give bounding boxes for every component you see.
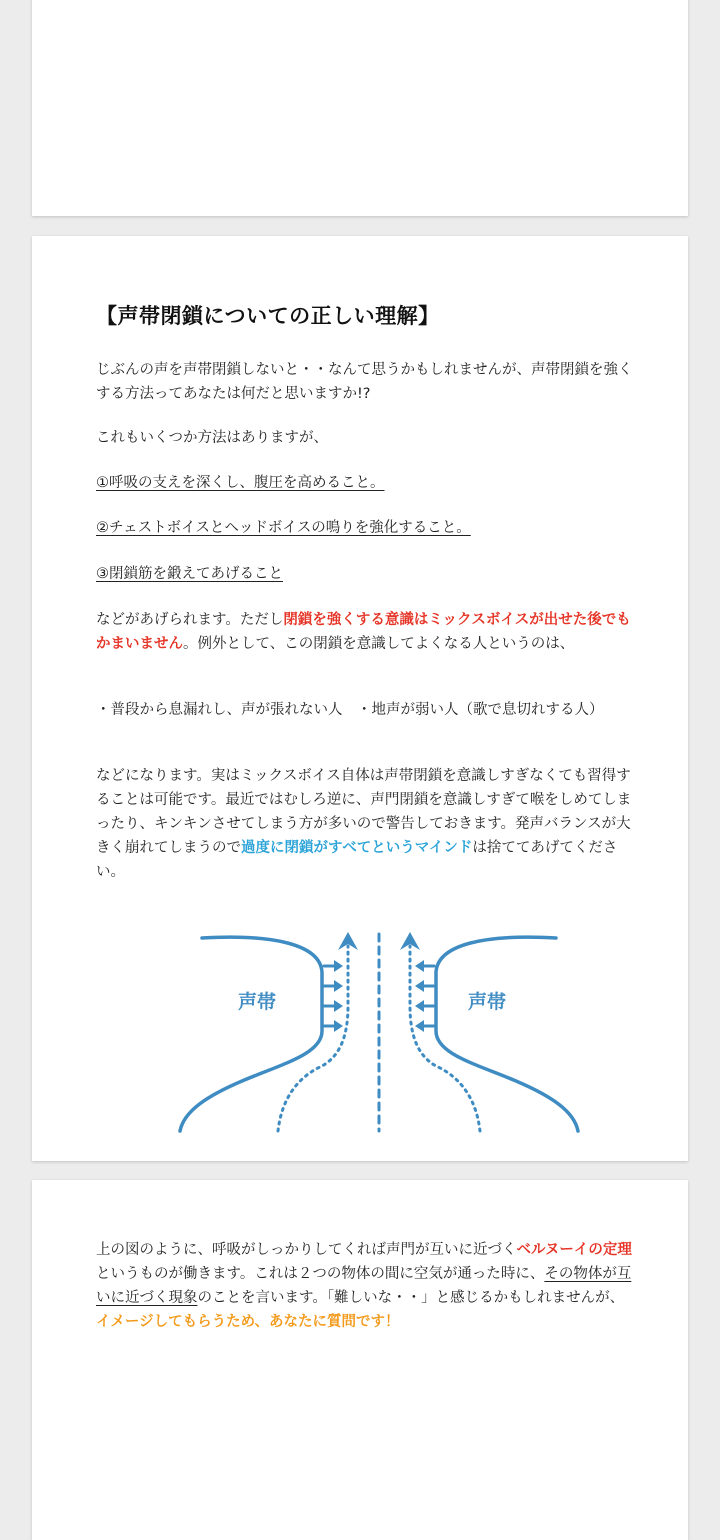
right-airflow-curve	[410, 946, 480, 1131]
left-fold-outline	[180, 937, 322, 1131]
right-pressure-arrow	[415, 1020, 434, 1032]
caveat-highlight: 閉鎖を強くする意識はミックスボイスが出せた後でもかまいません	[96, 612, 631, 652]
caveat-text-a: などがあげられます。ただし	[96, 612, 284, 628]
left-pressure-arrow	[324, 960, 343, 972]
left-vocal-fold-label: 声帯	[238, 991, 277, 1013]
right-fold-outline	[436, 937, 578, 1131]
bernoulli-underline: その物体が互いに近づく現象	[96, 1266, 632, 1306]
left-pressure-arrow	[324, 1020, 343, 1032]
vocal-fold-diagram	[172, 926, 592, 1136]
bottom-card	[32, 1180, 688, 1540]
bernoulli-paragraph	[96, 1238, 636, 1334]
question-highlight: イメージしてもらうため、あなたに質問です！	[96, 1314, 400, 1330]
bernoulli-highlight: ベルヌーイの定理	[516, 1242, 632, 1258]
warning-highlight: 過度に閉鎖がすべてというマインド	[241, 840, 473, 856]
right-vocal-fold-label: 声帯	[468, 991, 507, 1013]
right-pressure-arrow	[415, 960, 434, 972]
intro-paragraph: じぶんの声を声帯閉鎖しないと・・なんて思うかもしれませんが、声帯閉鎖を強くする方法ってあなたは何だと思いますか!?	[96, 362, 633, 402]
warning-paragraph	[96, 764, 636, 884]
right-pressure-arrow	[415, 1000, 434, 1012]
left-airflow-curve	[278, 946, 348, 1131]
list-item: ③閉鎖筋を鍛えてあげること	[96, 566, 283, 582]
bernoulli-text-b: というものが働きます。これは２つの物体の間に空気が通った時に、	[96, 1266, 545, 1282]
bernoulli-text-c: のことを言います。「難しいな・・」と感じるかもしれませんが、	[197, 1290, 625, 1306]
warning-text-b: は捨ててあげてください。	[96, 840, 618, 880]
warning-text-a: などになります。実はミックスボイス自体は声帯閉鎖を意識しすぎなくても習得することは可能です。最近ではむしろ逆に、声門閉鎖を意識しすぎて喉をしめてしまったり、キンキンさせてしまう方が多いので警告しておきます。発声バランスが大きく崩れてしまうので	[96, 768, 632, 856]
methods-intro: これもいくつか方法はありますが、	[96, 430, 328, 446]
right-pressure-arrow	[415, 980, 434, 992]
exception-bullets: ・普段から息漏れし、声が張れない人 ・地声が弱い人（歌で息切れする人）	[96, 702, 604, 718]
section-heading: 【声帯閉鎖についての正しい理解】	[96, 304, 440, 328]
list-item: ①呼吸の支えを深くし、腹圧を高めること。	[96, 475, 385, 491]
list-item: ②チェストボイスとヘッドボイスの鳴りを強化すること。	[96, 520, 471, 536]
left-pressure-arrow	[324, 1000, 343, 1012]
caveat-text-b: 。例外として、この閉鎖を意識してよくなる人というのは、	[183, 636, 575, 652]
bernoulli-text-a: 上の図のように、呼吸がしっかりしてくれば声門が互いに近づく	[96, 1242, 517, 1258]
left-pressure-arrow	[324, 980, 343, 992]
top-card	[32, 0, 688, 216]
caveat-paragraph	[96, 608, 636, 656]
article-card	[32, 236, 688, 1161]
